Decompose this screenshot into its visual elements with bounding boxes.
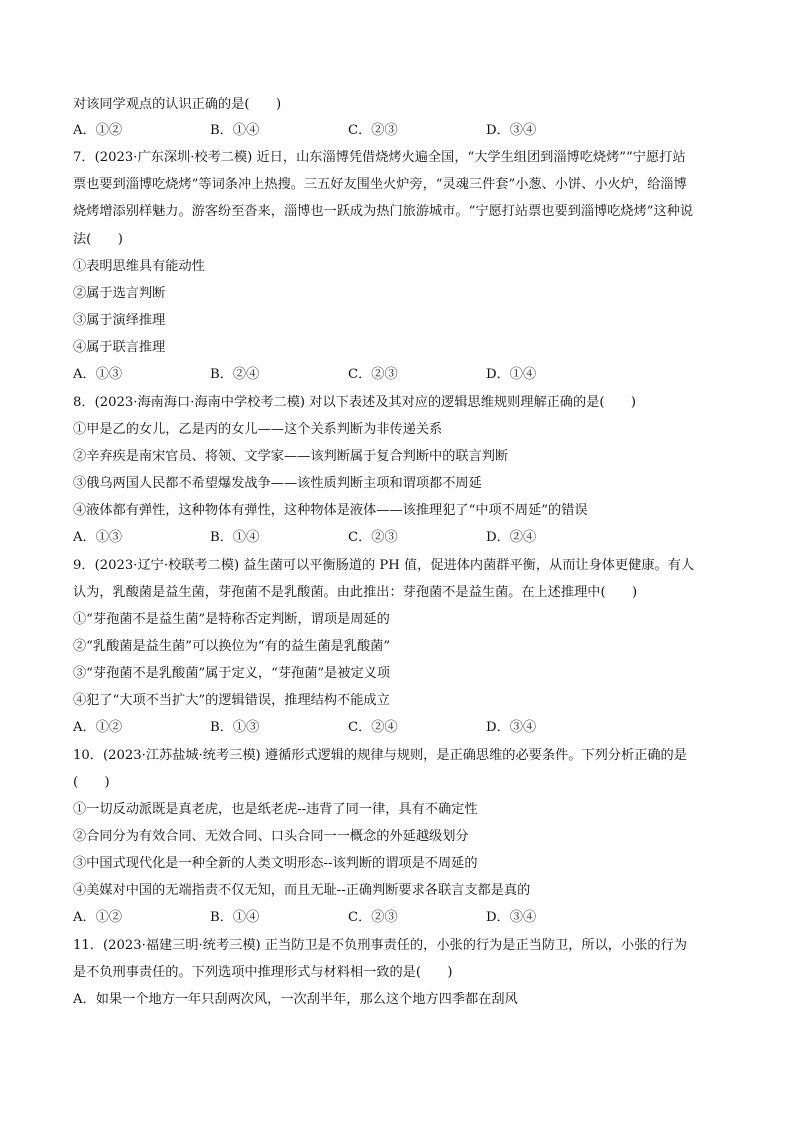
q11-stem-line: 11．(2023·福建三明·统考三模) 正当防卫是不负刑事责任的，小张的行为是正当防卫，所以，小张的行为 [73,938,687,953]
q10-item: ③中国式现代化是一种全新的人类文明形态--该判断的谓项是不周延的 [73,856,478,871]
q8-option-c: C．②③ [348,530,398,545]
q7-item: ④属于联言推理 [73,340,166,355]
q7-stem-line: 烧烤增添别样魅力。游客纷至沓来，淄博也一跃成为热门旅游城市。“宁愿打站票也要到淄博吃烧烤”这种说 [73,204,694,219]
q8-item: ①甲是乙的女儿，乙是丙的女儿——这个关系判断为非传递关系 [73,422,443,437]
q10-options [73,909,723,927]
q7-option-b: B．②④ [210,367,260,382]
q6-option-a: A．①② [73,123,123,138]
q10-option-d: D．③④ [486,910,537,925]
q7-stem-line: 法( ) [73,232,123,247]
q10-item: ④美媒对中国的无端指责不仅无知，而且无耻--正确判断要求各联言支都是真的 [73,883,531,898]
q7-option-c: C．②③ [348,367,398,382]
q11-option-a: A．如果一个地方一年只刮两次风，一次刮半年，那么这个地方四季都在刮风 [73,992,518,1007]
q9-stem-line: 9．(2023·辽宁·校联考二模) 益生菌可以平衡肠道的 PH 值，促进体内菌群平衡，从而让身体更健康。有人 [73,558,695,573]
q10-item: ②合同分为有效合同、无效合同、口头合同一一概念的外延越级划分 [73,829,469,844]
q8-item: ④液体都有弹性，这种物体有弹性，这种物体是液体——该推理犯了“中项不周延”的错误 [73,503,588,518]
q9-item: ①“芽孢菌不是益生菌”是特称否定判断，谓项是周延的 [73,612,390,627]
q9-option-a: A．①② [73,720,123,735]
q7-item: ①表明思维具有能动性 [73,259,205,274]
q10-option-b: B．①④ [210,910,260,925]
q8-option-d: D．②④ [486,530,537,545]
q6-stem-tail: 对该同学观点的认识正确的是( ) [73,97,282,112]
q8-option-b: B．①④ [210,530,260,545]
q7-stem-line: 票也要到淄博吃烧烤”等词条冲上热搜。三五好友围坐火炉旁，“灵魂三件套”小葱、小饼、小火炉，给淄博 [73,177,687,192]
q9-item: ②“乳酸菌是益生菌”可以换位为“有的益生菌是乳酸菌” [73,639,391,654]
q8-item: ②辛弃疾是南宋官员、将领、文学家——该判断属于复合判断中的联言判断 [73,449,509,464]
q7-option-a: A．①③ [73,367,123,382]
q11-stem-line: 是不负刑事责任的。下列选项中推理形式与材料相一致的是( ) [73,965,453,980]
q8-stem-line: 8．(2023·海南海口·海南中学校考二模) 对以下表述及其对应的逻辑思维规则理解正确的是( ) [73,395,637,410]
q6-options [73,122,723,140]
q9-option-b: B．①③ [210,720,260,735]
q7-options [73,366,723,384]
q10-item: ①一切反动派既是真老虎，也是纸老虎--违背了同一律，具有不确定性 [73,802,478,817]
q7-item: ③属于演绎推理 [73,313,166,328]
q6-option-d: D．③④ [486,123,537,138]
q7-stem-line: 7．(2023·广东深圳·校考二模) 近日，山东淄博凭借烧烤火遍全国，“大学生组团到淄博吃烧烤”“宁愿打站 [73,150,686,165]
q9-option-d: D．③④ [486,720,537,735]
q7-item: ②属于选言判断 [73,286,166,301]
q7-option-d: D．①④ [486,367,537,382]
q8-item: ③俄乌两国人民都不希望爆发战争——该性质判断主项和谓项都不周延 [73,476,482,491]
q8-option-a: A．①③ [73,530,123,545]
q9-options [73,719,723,737]
q9-item: ③“芽孢菌不是乳酸菌”属于定义，“芽孢菌”是被定义项 [73,666,391,681]
q9-option-c: C．②④ [348,720,398,735]
q10-stem-line: ( ) [73,775,110,790]
q9-item: ④犯了“大项不当扩大”的逻辑错误，推理结构不能成立 [73,693,390,708]
q6-option-b: B．①④ [210,123,260,138]
q10-option-c: C．②③ [348,910,398,925]
q6-option-c: C．②③ [348,123,398,138]
q9-stem-line: 认为，乳酸菌是益生菌，芽孢菌不是乳酸菌。由此推出：芽孢菌不是益生菌。在上述推理中( ) [73,585,638,600]
q8-options [73,529,723,547]
q10-stem-line: 10．(2023·江苏盐城·统考三模) 遵循形式逻辑的规律与规则，是正确思维的必要条件。下列分析正确的是 [73,748,687,763]
q10-option-a: A．①② [73,910,123,925]
